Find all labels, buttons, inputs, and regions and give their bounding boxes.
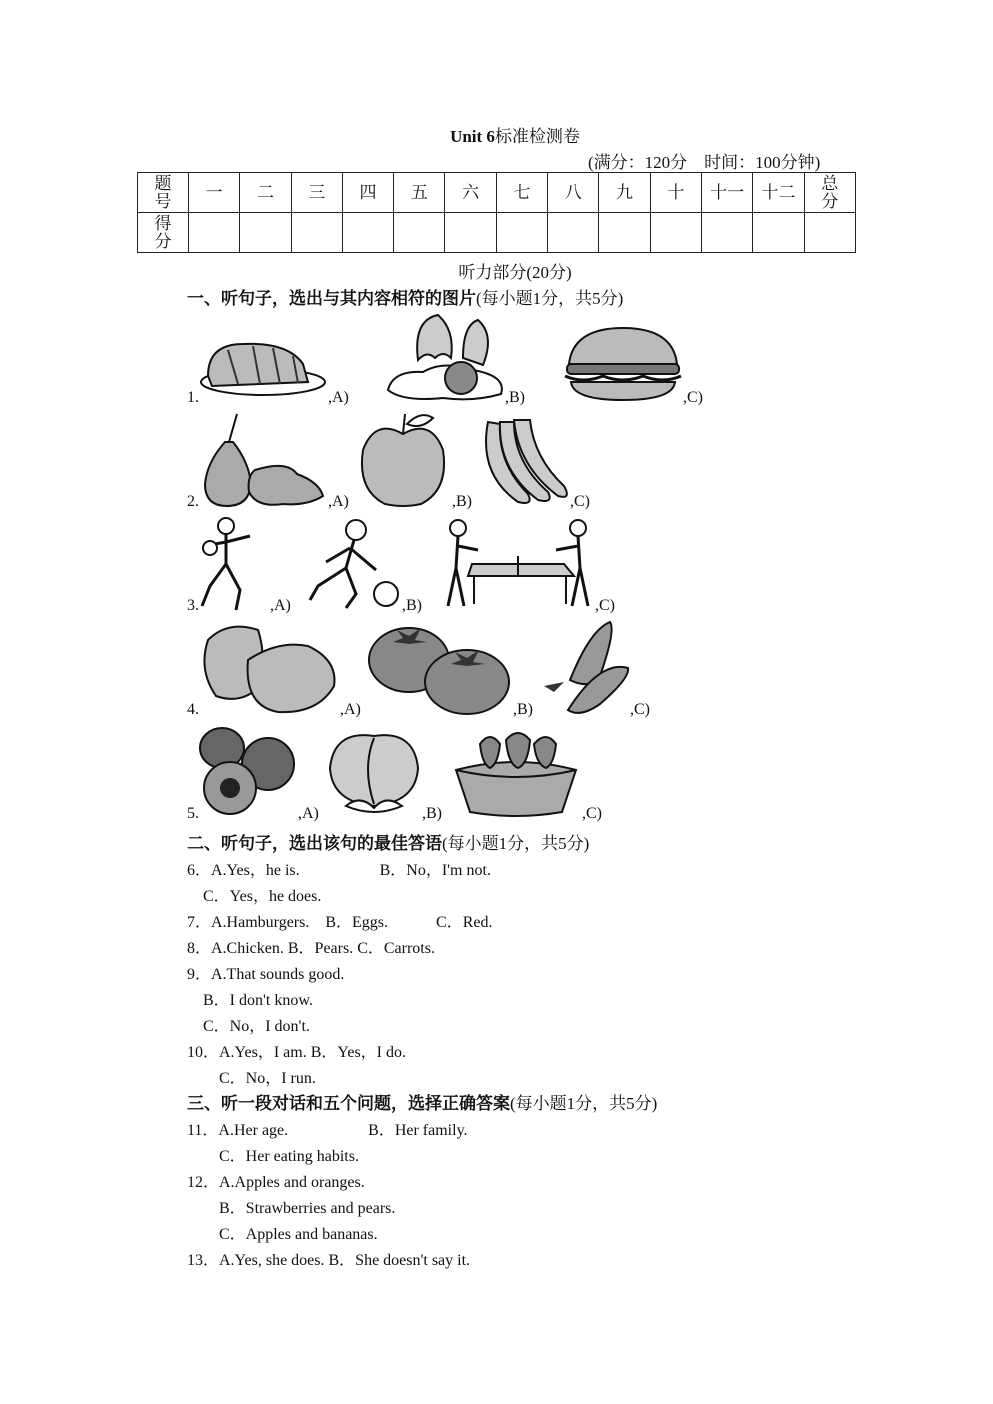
part2-heading [187, 829, 589, 854]
q1-label-a: ,A) [328, 389, 349, 406]
title-unit: Unit 6 [450, 127, 495, 146]
q4-label-b: ,B) [513, 701, 533, 718]
q9-option-b: B．I don't know. [187, 992, 313, 1009]
q9-option-a: 9．A.That sounds good. [187, 966, 345, 983]
q5-label-b: ,B) [422, 805, 442, 822]
q12-option-b: B．Strawberries and pears. [187, 1200, 396, 1217]
q8-options: 8．A.Chicken. B．Pears. C．Carrots. [187, 940, 435, 957]
soccer-boy-icon [196, 516, 268, 612]
score-table-score-row [138, 213, 856, 253]
strawberry-basket-icon [450, 724, 582, 818]
score-table-header-row [138, 173, 856, 213]
potatoes-icon [198, 620, 338, 716]
apple-icon [355, 410, 451, 508]
listening-section-title: 听力部分(20分) [458, 263, 572, 282]
q5-number: 5. [187, 805, 199, 822]
score-col-4: 四 [342, 173, 393, 213]
part3-note: (每小题1分，共5分) [510, 1094, 658, 1113]
bananas-icon [478, 414, 570, 508]
score-col-8: 八 [548, 173, 599, 213]
score-table [137, 172, 856, 253]
kiwi-icon [196, 724, 298, 816]
score-cell[interactable] [599, 213, 650, 253]
score-cell[interactable] [701, 213, 752, 253]
part1-heading [187, 284, 623, 309]
q1-number: 1. [187, 389, 199, 406]
exam-meta: (满分：120分 时间：100分钟) [588, 153, 821, 172]
score-cell[interactable] [189, 213, 240, 253]
score-cell[interactable] [804, 213, 855, 253]
score-col-1: 一 [189, 173, 240, 213]
q2-label-b: ,B) [452, 493, 472, 510]
title-rest: 标准检测卷 [494, 127, 580, 146]
score-col-7: 七 [496, 173, 547, 213]
q11-options: 11．A.Her age. B．Her family. [187, 1122, 468, 1139]
bread-icon [198, 336, 328, 398]
q2-label-c: ,C) [570, 493, 590, 510]
score-col-total: 总分 [804, 173, 855, 213]
score-col-12: 十二 [753, 173, 804, 213]
q10-option-c: C．No，I run. [187, 1070, 316, 1087]
score-cell[interactable] [650, 213, 701, 253]
q1-label-b: ,B) [505, 389, 525, 406]
part3-heading [187, 1089, 657, 1114]
score-cell[interactable] [342, 213, 393, 253]
q12-option-c: C．Apples and bananas. [187, 1226, 378, 1243]
tomatoes-icon [367, 620, 513, 716]
score-col-10: 十 [650, 173, 701, 213]
q2-number: 2. [187, 493, 199, 510]
part1-note: (每小题1分，共5分) [476, 289, 624, 308]
q4-label-a: ,A) [340, 701, 361, 718]
peach-icon [326, 724, 422, 818]
q6-options: 6．A.Yes，he is. B．No，I'm not. [187, 862, 491, 879]
part3-heading-text: 三、听一段对话和五个问题，选择正确答案 [187, 1094, 510, 1113]
score-col-3: 三 [291, 173, 342, 213]
q6-option-c: C．Yes，he does. [187, 888, 322, 905]
q3-label-a: ,A) [270, 597, 291, 614]
q3-number: 3. [187, 597, 199, 614]
score-col-9: 九 [599, 173, 650, 213]
q7-options: 7．A.Hamburgers. B．Eggs. C．Red. [187, 914, 493, 931]
q5-label-a: ,A) [298, 805, 319, 822]
q5-label-c: ,C) [582, 805, 602, 822]
q2-label-a: ,A) [328, 493, 349, 510]
q3-label-c: ,C) [595, 597, 615, 614]
score-cell[interactable] [548, 213, 599, 253]
basketball-boy-icon [306, 516, 402, 612]
q4-label-c: ,C) [630, 701, 650, 718]
score-cell[interactable] [240, 213, 291, 253]
q10-options: 10．A.Yes，I am. B．Yes，I do. [187, 1044, 406, 1061]
broken-egg-icon [383, 310, 509, 404]
part2-note: (每小题1分，共5分) [442, 834, 590, 853]
score-row-label-2: 得分 [138, 213, 189, 253]
score-cell[interactable] [394, 213, 445, 253]
q4-number: 4. [187, 701, 199, 718]
hamburger-icon [563, 326, 683, 402]
score-row-label: 题号 [138, 173, 189, 213]
ping-pong-icon [438, 516, 598, 612]
carrots-icon [540, 620, 632, 718]
pears-icon [197, 412, 327, 508]
part2-heading-text: 二、听句子，选出该句的最佳答语 [187, 834, 442, 853]
score-cell[interactable] [445, 213, 496, 253]
part1-heading-text: 一、听句子，选出与其内容相符的图片 [187, 289, 476, 308]
score-col-2: 二 [240, 173, 291, 213]
score-col-11: 十一 [701, 173, 752, 213]
score-cell[interactable] [496, 213, 547, 253]
q1-label-c: ,C) [683, 389, 703, 406]
score-cell[interactable] [291, 213, 342, 253]
q3-label-b: ,B) [402, 597, 422, 614]
q12-option-a: 12．A.Apples and oranges. [187, 1174, 365, 1191]
q11-option-c: C．Her eating habits. [187, 1148, 359, 1165]
score-cell[interactable] [753, 213, 804, 253]
q13-options: 13．A.Yes, she does. B．She doesn't say it. [187, 1252, 471, 1269]
q9-option-c: C．No，I don't. [187, 1018, 310, 1035]
score-col-5: 五 [394, 173, 445, 213]
score-col-6: 六 [445, 173, 496, 213]
page-title [0, 122, 993, 147]
